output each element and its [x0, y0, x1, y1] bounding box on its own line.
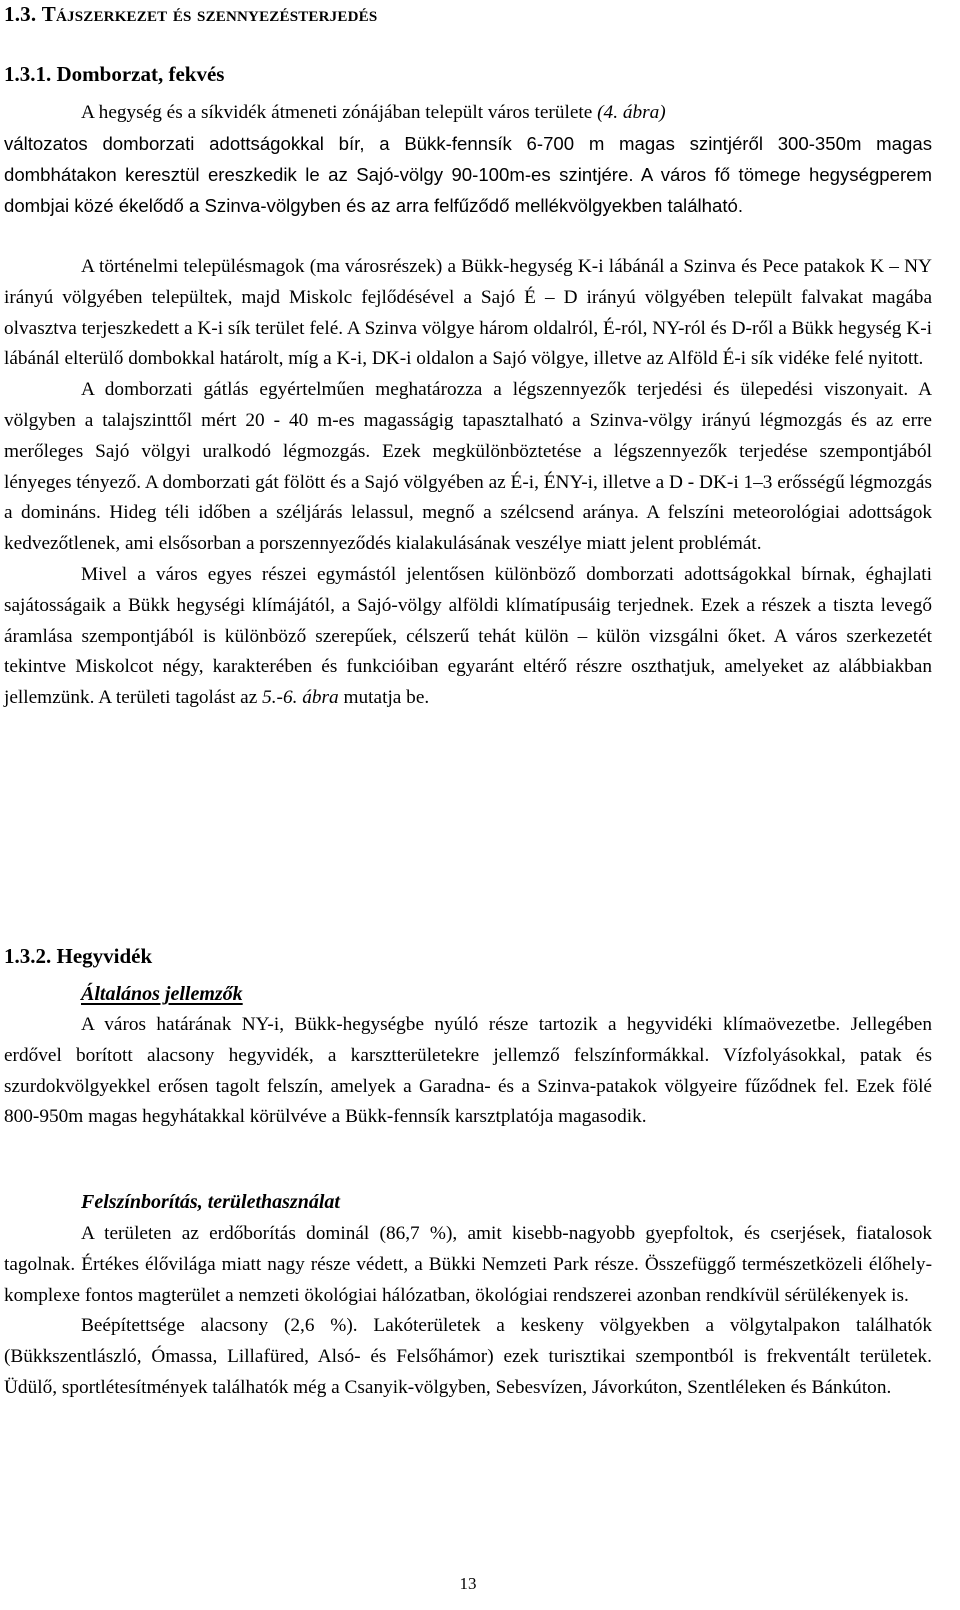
paragraph-air-flow: A domborzati gátlás egyértelműen meghatározza a légszennyezők terjedési és ülepedési viszonyait. A völgyben a talajszinttől mért 20 - 40 m-es magasságig tapasztalható a Szinva-völgy irányú légmozgás és az erre merőleges Sajó völgyi uralkodó légmozgás. Ezek megkülönböztetése a légszennyezők terjedése szempontjából lényeges tényező. A domborzati gát fölött és a Sajó völgyében az É-i, ÉNY-i, illetve a D - DK-i 1–3 erősségű légmozgás a domináns. Hideg téli időben a széljárás lelassul, megnő a szélcsend aránya. A felszíni meteorológiai adottságok kedvezőtlenek, ami elsősorban a porszennyeződés kialakulásának veszélye miatt jelent problémát. [4, 379, 932, 555]
chapter-number: 1.3. [4, 2, 37, 26]
page-number: 13 [459, 1574, 477, 1593]
section-title-domborzat: 1.3.1. Domborzat, fekvés [4, 62, 225, 86]
city-parts-end: mutatja be. [343, 687, 430, 709]
intro-rest-text: változatos domborzati adottságokkal bír, a Bükk-fennsík 6-700 m magas szintjéről 300-350m magas dombhátakon keresztül ereszkedik le az Sajó-völgy 90-100m-es szintjére. A város fő tömege hegységperem dombjai közé ékelődő a Szinva-völgyben és az arra felfűződő mellékvölgyekben található. [4, 133, 932, 216]
section1-body [4, 252, 932, 714]
intro-lead: A hegység és a síkvidék átmeneti zónájában települt város területe [81, 102, 593, 123]
intro-figure-ref: (4. ábra) [597, 102, 666, 123]
intro-sans-block [4, 128, 932, 221]
city-parts-text: Mivel a város egyes részei egymástól jelentősen különböző domborzati adottságokkal bírnak, éghajlati sajátosságaik a Bükk hegységi klímájától, a Sajó-völgy alföldi klímatípusáig terjednek. Ezek a részek a tiszta levegő áramlása szempontjából is különböző szerepűek, célszerű tehát külön – külön vizsgálni őket. A város szerkezetét tekintve Miskolcot négy, karakterében és funkcióiban egyaránt eltérő részre oszthatjuk, amelyeket az alábbiakban jellemzünk. A területi tagolást az [4, 563, 932, 709]
paragraph-city-parts [4, 560, 932, 714]
subheading-land-use: Felszínborítás, területhasználat [81, 1191, 340, 1213]
section2-body-1 [4, 1010, 932, 1133]
chapter-title: Tájszerkezet és szennyezésterjedés [41, 2, 378, 26]
section-title-hegyvidek: 1.3.2. Hegyvidék [4, 944, 153, 968]
paragraph-built-up: Beépítettsége alacsony (2,6 %). Lakóterületek a keskeny völgyekben a völgytalpakon találhatók (Bükkszentlászló, Ómassa, Lillafüred, Alsó- és Felsőhámor) ezek turisztikai szempontból is frekventált területek. Üdülő, sportlétesítmények találhatók még a Csanyik-völgyben, Sebesvízen, Jávorkúton, Szentléleken és Bánkúton. [4, 1315, 932, 1398]
figure-ref-number: 5.-6. [262, 687, 298, 709]
paragraph-history: A történelmi településmagok (ma városrészek) a Bükk-hegység K-i lábánál a Szinva és Pece patakok K – NY irányú völgyében települtek, majd Miskolc fejlődésével a Sajó É – D irányú völgyében települt falvakat magába olvasztva terjeszkedett a K-i sík terület felé. A Szinva völgye három oldalról, É-ról, NY-ról és D-ről a Bükk hegység K-i lábánál elterülő dombokkal határolt, míg a K-i, DK-i oldalon a Sajó völgye, illetve az Alföld É-i sík vidéke felé nyitott. [4, 256, 932, 370]
section2-body-2 [4, 1219, 932, 1404]
subheading-general: Általános jellemzők [81, 983, 243, 1005]
section-intro-paragraph [4, 98, 932, 129]
paragraph-land-cover: A területen az erdőborítás dominál (86,7 %), amit kisebb-nagyobb gyepfoltok, és cserjések, fiatalosok tagolnak. Értékes élővilága miatt nagy része védett, a Bükki Nemzeti Park része. Összefüggő természetközeli élőhely-komplexe fontos magterület a nemzeti ökológiai hálózatban, ökológiai rendszerei azonban rendkívül sérülékenyek is. [4, 1223, 932, 1306]
chapter-heading [4, 2, 377, 27]
figure-ref-word: ábra [302, 687, 339, 709]
paragraph-general: A város határának NY-i, Bükk-hegységbe nyúló része tartozik a hegyvidéki klímaövezetbe. Jellegében erdővel borított alacsony hegyvidék, a karsztterületekre jellemző felszínformákkal. Vízfolyásokkal, patak és szurdokvölgyekkel erősen tagolt felszín, amelyek a Garadna- és a Szinva-patakok völgyeire fűződnek fel. Ezek fölé 800-950m magas hegyhátakkal körülvéve a Bükk-fennsík karsztplatója magasodik. [4, 1014, 932, 1128]
